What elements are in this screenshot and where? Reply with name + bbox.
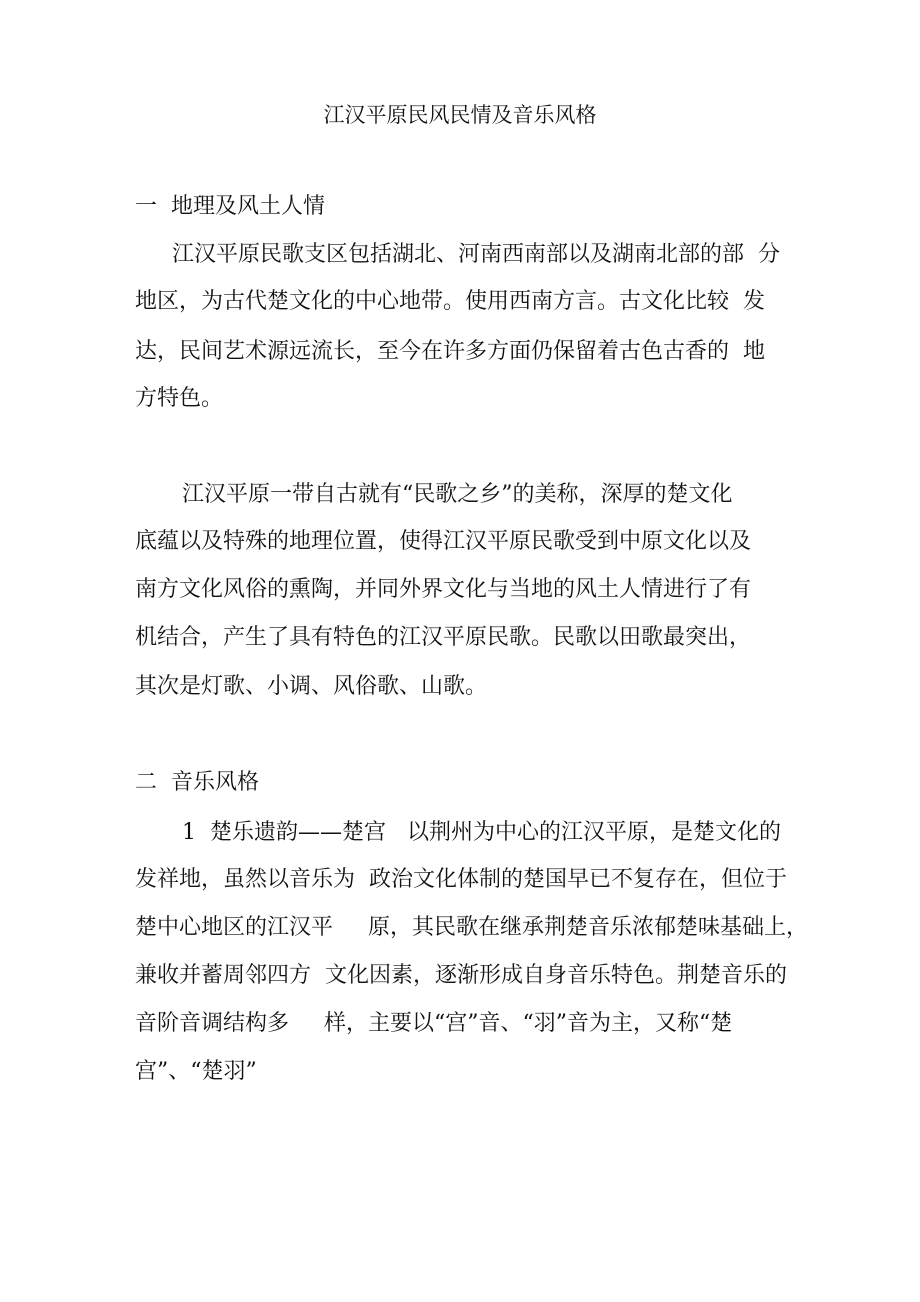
section-heading-geography: 一 地理及风土人情 <box>135 194 325 219</box>
paragraph-line: 宫”、“楚羽” <box>135 1059 257 1084</box>
paragraph-line: 机结合，产生了具有特色的江汉平原民歌。民歌以田歌最突出， <box>135 625 752 650</box>
document-title: 江汉平原民风民情及音乐风格 <box>323 103 597 127</box>
paragraph-line: 兼收并蓄周邻四方 文化因素，逐渐形成自身音乐特色。荆楚音乐的 <box>135 963 787 988</box>
paragraph-line: 南方文化风俗的熏陶，并同外界文化与当地的风土人情进行了有 <box>135 577 752 602</box>
paragraph-line: 1 楚乐遗韵——楚宫 以荆州为中心的江汉平原，是楚文化的 <box>182 820 781 845</box>
paragraph-line: 江汉平原民歌支区包括湖北、河南西南部以及湖南北部的部 分 <box>172 242 780 267</box>
paragraph-line: 达，民间艺术源远流长，至今在许多方面仍保留着古色古香的 地 <box>135 339 765 364</box>
paragraph-line: 底蕴以及特殊的地理位置，使得江汉平原民歌受到中原文化以及 <box>135 529 752 554</box>
paragraph-line: 江汉平原一带自古就有“民歌之乡”的美称，深厚的楚文化 <box>182 482 733 507</box>
paragraph-line: 方特色。 <box>135 386 224 411</box>
paragraph-line: 楚中心地区的江汉平 原，其民歌在继承荆楚音乐浓郁楚味基础上， <box>135 915 808 940</box>
paragraph-line: 发祥地，虽然以音乐为 政治文化体制的楚国早已不复存在，但位于 <box>135 867 787 892</box>
section-heading-music-style: 二 音乐风格 <box>135 770 259 795</box>
paragraph-line: 音阶音调结构多 样，主要以“宫”音、“羽”音为主，又称“楚 <box>135 1011 733 1036</box>
paragraph-line: 其次是灯歌、小调、风俗歌、山歌。 <box>135 674 488 699</box>
paragraph-line: 地区，为古代楚文化的中心地带。使用西南方言。古文化比较 发 <box>135 289 765 314</box>
